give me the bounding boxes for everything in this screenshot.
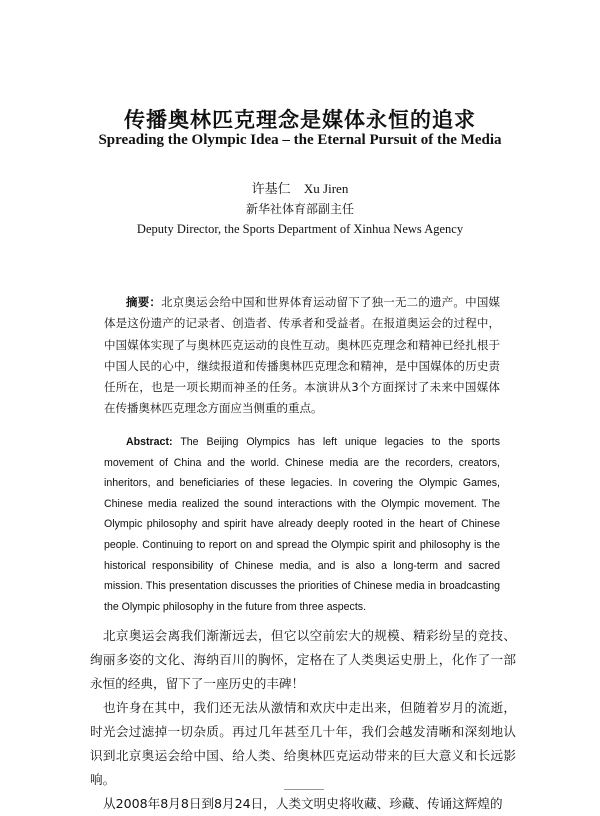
title-chinese: 传播奥林匹克理念是媒体永恒的追求 — [124, 107, 476, 132]
body-paragraph: 也许身在其中，我们还无法从激情和欢庆中走出来，但随着岁月的流逝，时光会过滤掉一切杂质。再过几年甚至几十年，我们会越发清晰和深刻地认识到北京奥运会给中国、给人类、给奥林匹克运动带来的巨大意义和长远影响。 — [90, 700, 516, 787]
body-text — [90, 624, 516, 816]
abstract-chinese — [104, 292, 500, 420]
body-paragraph: 北京奥运会离我们渐渐远去，但它以空前宏大的规模、精彩纷呈的竞技、绚丽多姿的文化、海纳百川的胸怀，定格在了人类奥运史册上，化作了一部永恒的经典，留下了一座历史的丰碑！ — [90, 628, 516, 691]
abstract-chinese-label: 摘要： — [126, 295, 162, 309]
affiliation-english: Deputy Director, the Sports Department of Xinhua News Agency — [136, 222, 464, 236]
author-name-chinese: 许基仁 — [251, 182, 291, 197]
abstract-english — [104, 432, 500, 617]
affiliation-chinese: 新华社体育部副主任 — [245, 202, 354, 216]
abstract-chinese-text: 北京奥运会给中国和世界体育运动留下了独一无二的遗产。中国媒体是这份遗产的记录者、创造者、传承者和受益者。在报道奥运会的过程中，中国媒体实现了与奥林匹克运动的良性互动。奥林匹克理念和精神已经扎根于中国人民的心中，继续报道和传播奥林匹克理念和精神，是中国媒体的历史责任所在，也是一项长期而神圣的任务。本演讲从3个方面探讨了未来中国媒体在传播奥林匹克理念方面应当侧重的重点。 — [104, 295, 501, 416]
title-english: Spreading the Olympic Idea – the Eternal Pursuit of the Media — [98, 132, 502, 148]
page-divider — [284, 789, 324, 796]
author-line — [0, 178, 600, 197]
body-paragraph: 从2008年8月8日到8月24日，人类文明史将收藏、珍藏、传诵这辉煌的 — [103, 796, 503, 811]
abstract-english-label: Abstract: — [126, 436, 173, 448]
author-name-english: Xu Jiren — [303, 181, 349, 196]
abstract-english-text: The Beijing Olympics has left unique legacies to the sports movement of China and the world. Chinese media are the recorders, creators, inheritors, and beneficiaries of these legacies. In covering the Olympic Games, Chinese media realized the sound interactions with the Olympic movement. The Olympic philosophy and spirit have already deeply rooted in the heart of Chinese people. Continuing to report on and spread the Olympic spirit and philosophy is the historical responsibility of Chinese media, and is also a long-term and sacred mission. This presentation discusses the priorities of Chinese media in broadcasting the Olympic philosophy in the future from three aspects. — [104, 436, 500, 613]
